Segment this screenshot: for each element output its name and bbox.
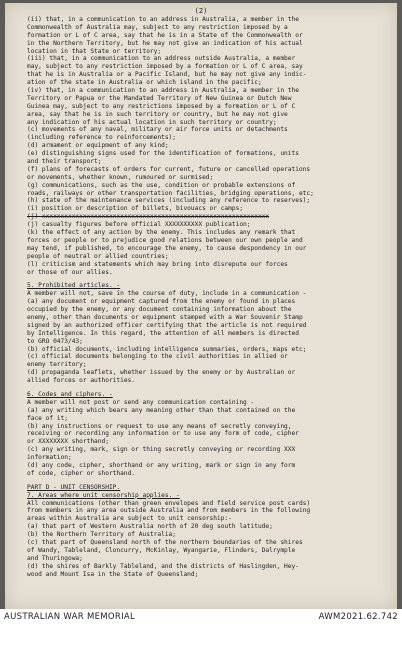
document-line: signed by an authorized officer certifying that the article is not required <box>27 321 307 329</box>
document-line: (f) plans of forecasts of orders for current, future or cancelled operations <box>27 165 311 173</box>
document-line: (iv) that, in a communication to an address in Australia, a member in the <box>27 87 299 95</box>
document-line: face of it; <box>27 414 68 422</box>
document-line: (a) that part of Western Australia north of 20 deg south latitude; <box>27 523 273 531</box>
document-line: areas within Australia are subject to unit censorship:- <box>27 515 232 523</box>
document-line: (d) armament or equipment of any kind; <box>27 142 169 150</box>
document-line: 6. Codes and ciphers. - <box>27 390 113 398</box>
document-line: to GRO 0473/43; <box>27 337 83 345</box>
institution-name: AUSTRALIAN WAR MEMORIAL <box>4 612 136 622</box>
document-line: (i) position or description of billets, bivouacs or camps; <box>27 205 244 213</box>
document-line: enemy territory; <box>27 361 87 369</box>
document-line: (ii) that, in a communication to an address in Australia, a member in the <box>27 16 299 23</box>
document-line: (g) communications, such as the use, condition or probable extensions of <box>27 181 296 189</box>
document-line: receiving or recording any information or to use any form of code, cipher <box>27 430 299 438</box>
document-line: (e) distinguishing signs used for the identification of formations, units <box>27 150 299 158</box>
document-line: (a) any writing which bears any meaning other than that contained on the <box>27 406 296 414</box>
document-line: wood and Mount Isa in the State of Queensland; <box>27 570 199 578</box>
document-line: Guinea may, subject to any restrictions imposed by a formation or L of C <box>27 102 296 110</box>
document-line: may tend, if published, to encourage the enemy, to cause despondency in our <box>27 244 307 252</box>
document-line: (j) casualty figures before official XXXXXXXXXX publication; <box>27 221 251 229</box>
document-line: (c) official documents belonging to the civil authorities in allied or <box>27 353 288 361</box>
document-line: may, subject to any restriction imposed by a formation or L of C area, say <box>27 63 303 71</box>
document-line: any indication of his actual location in such territory or country; <box>27 118 277 126</box>
footer-bar <box>0 609 402 653</box>
document-line: or those of our allies. <box>27 268 113 276</box>
document-page <box>5 3 397 609</box>
document-line: (b) any instructions or request to use any means of secretly conveying, <box>27 422 292 430</box>
document-line: occupied by the enemy, or any document containing information about the <box>27 306 292 314</box>
document-line: (b) official documents, including intelligence summaries, orders, maps etc; <box>27 345 307 353</box>
document-line: A member will not post or send any communication containing - <box>27 398 255 406</box>
document-line: people of neutral or allied countries; <box>27 252 169 260</box>
document-line: (d) propaganda leaflets, whether issued by the enemy or by Australian or <box>27 369 296 377</box>
document-line: allied forces or authorities. <box>27 377 136 385</box>
document-line: (l) criticism and statements which may bring into disrepute our forces <box>27 260 288 268</box>
document-line: or XXXXXXXX shorthand; <box>27 438 109 446</box>
document-line: (c) that part of Queensland north of the northern boundaries of the shires <box>27 539 303 546</box>
document-line: (h) state of the maintenance services (including any reference to reserves); <box>27 197 311 205</box>
document-line: area, say that he is in such territory or country, but he may not give <box>27 110 288 118</box>
document-line: roads, railways or other transportation facilities, bridging operations, etc; <box>27 189 314 197</box>
document-line: (c) movements of any naval, military or air force units or detachments <box>27 126 288 134</box>
document-line: and their transport; <box>27 158 102 166</box>
document-line: in the Northern Territory, but he may not give an indication of his actual <box>27 39 303 47</box>
document-line: and Thuringowa; <box>27 554 83 562</box>
document-line: of code, cipher or shorthand. <box>27 469 136 477</box>
document-line: by Intelligence. In this regard, the attention of all members is directed <box>27 329 299 337</box>
page-number: (2) <box>194 7 208 15</box>
document-line: A member will not, save in the course of duty, include in a communication - <box>27 290 307 298</box>
document-line: (including reference to reinforcements); <box>27 134 177 142</box>
document-line: formation or L of C area, say that he is in a State of the Commonwealth or <box>27 31 303 39</box>
document-line: (k) the effect of any action by the enemy. This includes any remark that <box>27 229 296 237</box>
document-line: ation of the state in Australia or which island in the pacific; <box>27 79 262 87</box>
document-line: (d) the shires of Barkly Tableland, and the districts of Haslingden, Hey- <box>27 562 299 570</box>
document-line: PART D - UNIT CENSORSHIP. <box>27 483 121 491</box>
document-body <box>27 16 387 578</box>
document-line: (iii) that, in a communication to an address outside Australia, a member <box>27 55 296 63</box>
document-line: (d) any code, cipher, shorthand or any writing, mark or sign in any form <box>27 461 296 469</box>
document-line: 5. Prohibited articles. - <box>27 282 121 290</box>
document-line: information; <box>27 454 72 462</box>
document-line: location in that State or territory; <box>27 47 162 55</box>
document-line: (c) any writing, mark, sign or thing secretly conveying or recording XXX <box>27 446 296 454</box>
document-line: from members in any area outside Australia and from members in the following <box>27 507 311 515</box>
document-line: Commonwealth of Australia may, subject to any restriction imposed by a <box>27 23 288 31</box>
document-line: All communications (other than green envelopes and field service post cards) <box>27 499 311 507</box>
document-line: Territory or Papua or the Mandated Territory of New Guinea or Dutch New <box>27 94 292 102</box>
document-line: forces or people or to prejudice good relations between our own people and <box>27 236 303 244</box>
document-line: (b) the Northern Territory of Australia; <box>27 531 177 539</box>
document-line: that he is in Australia or a Pacific Island, but he may not give any indic- <box>27 71 307 79</box>
document-line: or movements, whether known, rumoured or surmised; <box>27 173 214 181</box>
document-line: (j) xxxxxxxxxxxxxxxxxxxxxxxxxxxxxxxxxxxxxxxxxxxxxxxxxxxxxxxxxxxxx <box>27 213 270 221</box>
document-line: enemy, other than documents or equipment stamped with a War Souvenir Stamp <box>27 313 303 321</box>
catalogue-number: AWM2021.62.742 <box>318 612 398 622</box>
document-line: of Wandy, Tableland, Cloncurry, McKinlay, Wyangarie, Flinders, Dalrymple <box>27 546 296 554</box>
document-line: (a) any document or equipment captured from the enemy or found in places <box>27 298 296 306</box>
document-line: 7. Areas where unit censorship applies. - <box>27 491 180 499</box>
